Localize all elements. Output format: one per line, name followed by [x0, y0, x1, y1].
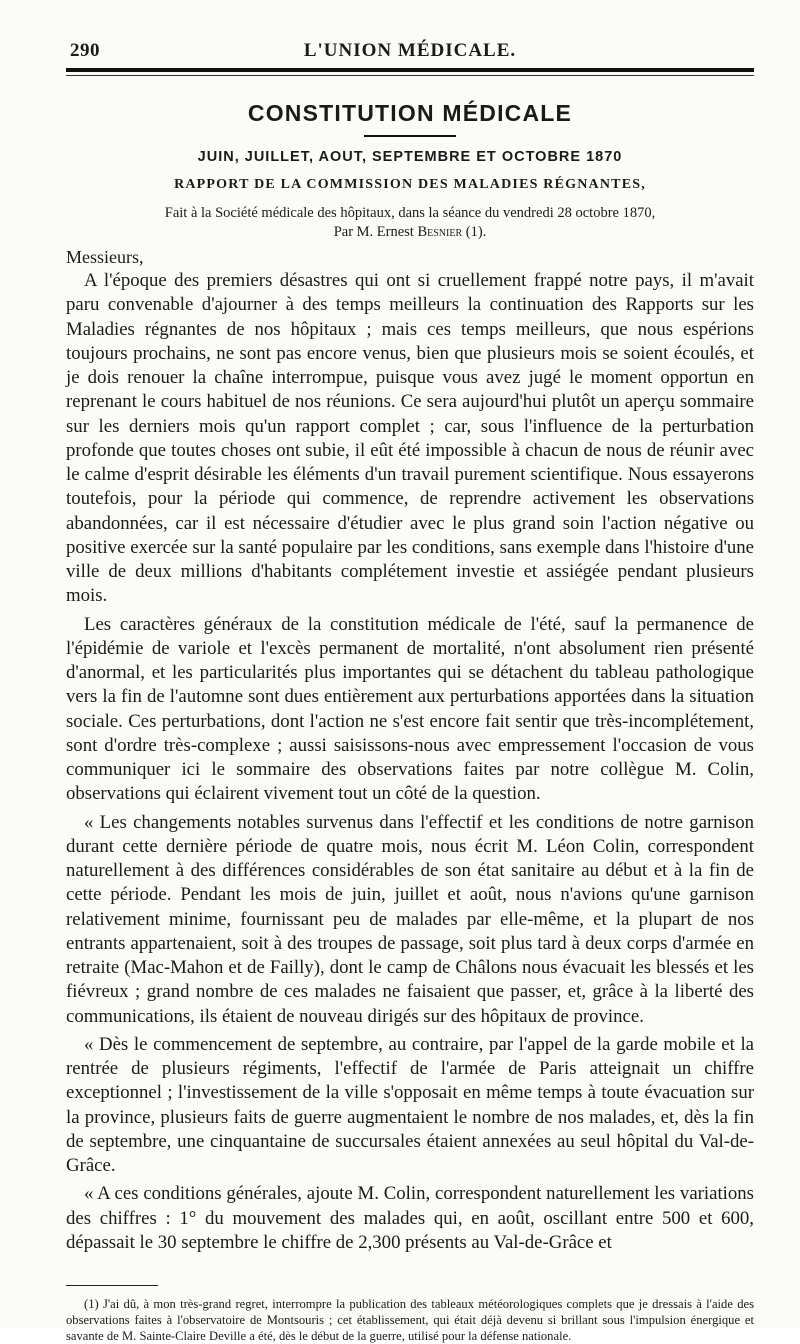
- paragraph-2: Les caractères généraux de la constitution médicale de l'été, sauf la permanence de l'épidémie de variole et l'excès permanent de mortalité, n'ont absolument rien présenté d'anormal, et les particularités plus importantes qui se détachent du tableau pathologique vers la fin de l'automne sont dues entièrement aux perturbations apportées dans la situation sociale. Ces perturbations, dont l'action ne s'est encore fait sentir que très-incomplétement, sont d'ordre très-complexe ; aussi saisissons-nous avec empressement l'occasion de vous communiquer ici le sommaire des observations faites par notre collègue M. Colin, observations qui éclairent vivement tout un côté de la question.: [66, 613, 754, 805]
- running-head: [66, 38, 754, 64]
- page-number: 290: [70, 40, 100, 61]
- journal-title: L'UNION MÉDICALE.: [303, 40, 517, 61]
- author-name: Besnier: [417, 224, 463, 240]
- session-line: Fait à la Société médicale des hôpitaux, dans la séance du vendredi 28 octobre 1870,: [164, 205, 656, 221]
- paragraph-4: « Dès le commencement de septembre, au contraire, par l'appel de la garde mobile et la rentrée de plusieurs régiments, l'effectif de l'armée de Paris atteignait un chiffre exceptionnel ; l'investissement de la ville s'opposait en même temps à toute évacuation sur la province, plusieurs faits de guerre augmentaient le nombre de nos malades, et, dès la fin de septembre, une cinquantaine de succursales étaient annexées au seul hôpital du Val-de-Grâce.: [66, 1033, 754, 1176]
- header-rule-thin: [66, 75, 754, 76]
- paragraph-3: « Les changements notables survenus dans l'effectif et les conditions de notre garnison durant cette dernière période de quatre mois, nous écrit M. Léon Colin, correspondent naturellement à des différences considérables de son état sanitaire au début et à la fin de cette période. Pendant les mois de juin, juillet et août, nous n'avions qu'une garnison relativement minime, fournissant peu de malades par elle-même, et la plupart de nos entrants appartenaient, soit à des troupes de passage, soit plus tard à deux corps d'armée en retraite (Mac-Mahon et de Failly), dont le camp de Châlons nous évacuait les blessés et les fiévreux ; grand nombre de ces malades ne faisaient que passer, et, grâce à la liberté des communications, ils étaient de nouveau dirigés sur des hôpitaux de province.: [66, 811, 754, 1027]
- paragraph-5: « A ces conditions générales, ajoute M. Colin, correspondent naturellement les variations des chiffres : 1° du mouvement des malades qui, en août, oscillant entre 500 et 600, dépassait le 30 septembre le chiffre de 2,300 présents au Val-de-Grâce et: [66, 1183, 754, 1253]
- report-dates: JUIN, JUILLET, AOUT, SEPTEMBRE ET OCTOBRE 1870: [197, 149, 623, 165]
- footnote-ref: (1).: [462, 224, 487, 240]
- footnote: (1) J'ai dû, à mon très-grand regret, interrompre la publication des tableaux météorologiques complets que je dressais à l'aide des observations faites à l'observatoire de Montsouris ; cet établissement, qui était déjà devenu si brillant sous l'impulsion énergique et savante de M. Sainte-Claire Deville a été, dès le début de la guerre, utilisé pour la défense nationale.: [66, 1297, 754, 1343]
- report-title: RAPPORT DE LA COMMISSION DES MALADIES RÉGNANTES,: [174, 177, 646, 192]
- title-divider: [364, 135, 456, 137]
- author-prefix: Par M. Ernest: [333, 224, 418, 240]
- paragraph-1: A l'époque des premiers désastres qui ont si cruellement frappé notre pays, il m'avait paru convenable d'ajourner à des temps meilleurs la continuation des Rapports sur les Maladies régnantes de nos hôpitaux ; mais ces temps meilleurs, que nous espérions toujours prochains, ne sont pas encore venus, bien que plusieurs mois se soient écoulés, et je dois renouer la chaîne interrompue, puisque vous avez jugé le moment opportun en reprenant le cours habituel de nos réunions. Ce sera aujourd'hui plutôt un aperçu sommaire sur les derniers mois qu'un rapport complet ; car, sous l'influence de la perturbation profonde que toutes choses ont subie, il eût été impossible à chacun de nous de réunir avec le calme d'esprit désirable les éléments d'un travail purement scientifique. Nous essayerons toutefois, pour la période qui commence, de reprendre activement les observations abandonnées, car il est nécessaire d'étudier avec le plus grand soin l'action négative ou positive exercée sur la santé populaire par les conditions, sans exemple dans l'histoire d'une ville de deux millions d'habitants complétement investie et assiégée pendant plusieurs mois.: [66, 270, 754, 607]
- salutation: Messieurs,: [66, 247, 144, 267]
- author-line: [66, 223, 754, 241]
- footnote-divider: [66, 1285, 158, 1286]
- section-title: CONSTITUTION MÉDICALE: [247, 100, 573, 126]
- header-rule: [66, 68, 754, 72]
